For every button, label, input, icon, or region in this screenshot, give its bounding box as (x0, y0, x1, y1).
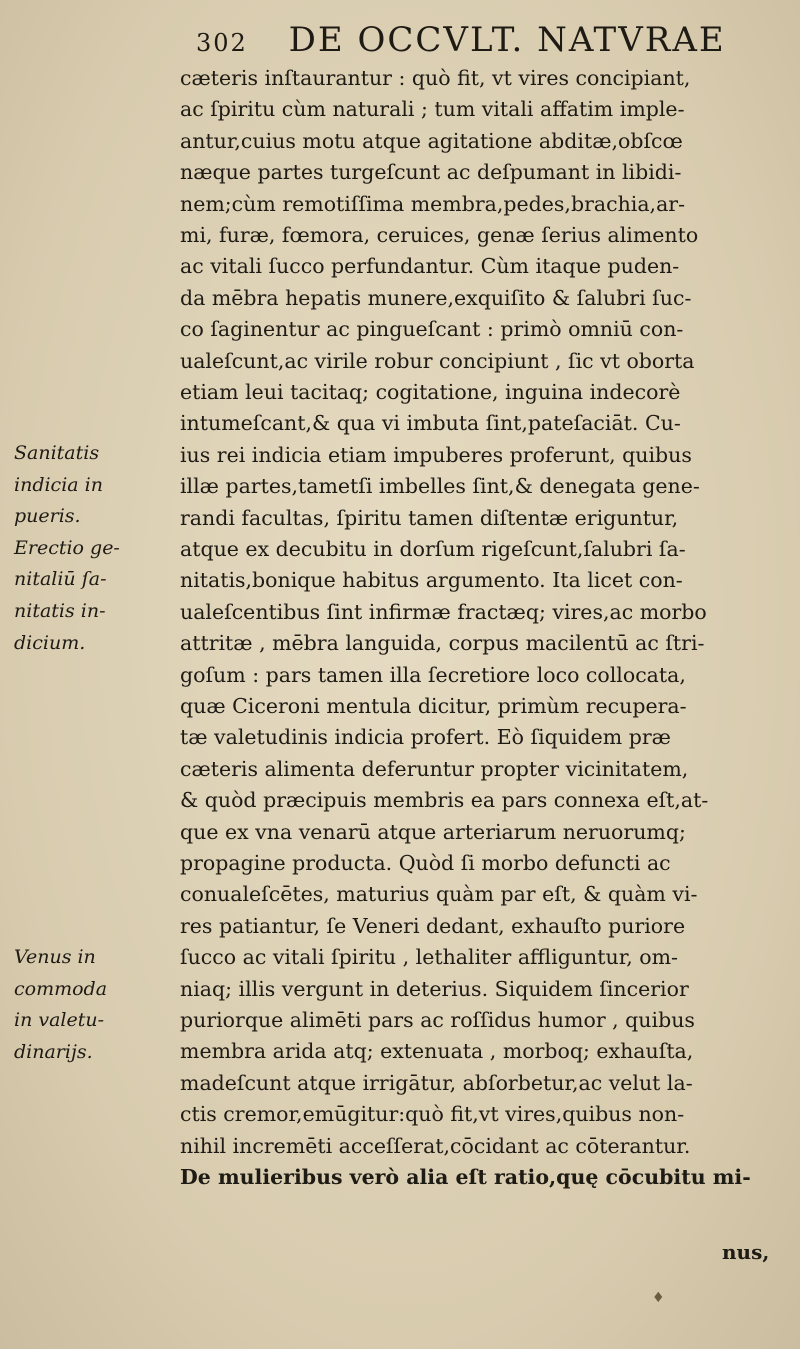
text-line: ſucco ac vitali ſpiritu , lethaliter affliguntur, om- (180, 945, 678, 970)
text-line: res patiantur, ſe Veneri dedant, exhauſto puriore (180, 913, 686, 938)
text-line: da mēbra hepatis munere,exquiſito & ſalubri ſuc- (180, 285, 692, 310)
margin-note-line: nitatis in- (14, 599, 106, 622)
text-line: tæ valetudinis indicia profert. Eò ſiquidem præ (180, 725, 671, 750)
text-line: ualeſcunt,ac virile robur concipiunt , ſic vt oborta (180, 348, 695, 373)
text-line: & quòd præcipuis membris ea pars connexa eſt,at- (180, 788, 709, 813)
text-line: intumeſcant,& qua vi imbuta ſint,pateſaciāt. Cu- (180, 411, 681, 436)
text-line: næque partes turgeſcunt ac deſpumant in libidi- (180, 160, 682, 185)
running-header (196, 20, 726, 60)
margin-note-line: Sanitatis (14, 442, 100, 464)
text-line: illæ partes,tametſi imbelles ſint,& denegata gene- (180, 474, 700, 499)
text-line: madeſcunt atque irrigātur, abſorbetur,ac velut la- (180, 1070, 693, 1095)
text-line: co ſaginentur ac pingueſcant : primò omniū con- (180, 317, 684, 342)
text-line: nem;cùm remotiſſima membra,pedes,brachia,ar- (180, 191, 686, 216)
text-line: mi, furæ, fœmora, ceruices, genæ ſerius alimento (180, 223, 699, 247)
margin-note-line: nitaliū ſa- (14, 568, 107, 591)
margin-note-line: indicia in (14, 473, 103, 496)
text-line: que ex vna venarū atque arteriarum neruorumq; (180, 819, 686, 844)
text-line: atque ex decubitu in dorſum rigeſcunt,ſalubri ſa- (180, 537, 686, 561)
text-line: ualeſcentibus ſint infirmæ fractæq; vires,ac morbo (180, 599, 707, 624)
text-line: ius rei indicia etiam impuberes proferunt, quibus (180, 442, 692, 467)
margin-note-line: Venus in (14, 946, 96, 968)
text-line: cæteris inſtaurantur : quò fit, vt vires concipiant, (180, 66, 691, 90)
text-line: antur,cuius motu atque agitatione abditæ,obſcœ (180, 128, 683, 153)
text-line: goſum : pars tamen illa ſecretiore loco collocata, (180, 662, 686, 687)
text-line: ctis cremor,emūgitur:quò fit,vt vires,quibus non- (180, 1102, 685, 1127)
text-line: De mulieribus verò alia eſt ratio,quę cōcubitu mi- (180, 1165, 751, 1189)
text-line: etiam leui tacitaq; cogitatione, inguina indecorè (180, 380, 681, 404)
text-line: puriorque alimēti pars ac roſſidus humor , quibus (180, 1008, 695, 1032)
text-line: nitatis,bonique habitus argumento. Ita licet con- (180, 568, 683, 593)
catchword: nus, (722, 1240, 770, 1264)
margin-note-sanitatis (14, 438, 184, 659)
text-line: quæ Ciceroni mentula dicitur, primùm recupera- (180, 694, 687, 718)
text-line: ac vitali ſucco perfundantur. Cùm itaque puden- (180, 254, 680, 279)
margin-note-line: Erectio ge- (14, 536, 120, 559)
margin-note-line: commoda (14, 977, 108, 1000)
text-line: randi facultas, ſpiritu tamen diſtentæ eriguntur, (180, 505, 679, 530)
text-line: niaq; illis vergunt in deterius. Siquidem ſincerior (180, 976, 689, 1001)
text-line: ac ſpiritu cùm naturali ; tum vitali affatim imple- (180, 97, 685, 122)
running-title: DE OCCVLT. NATVRAE (288, 20, 726, 60)
text-line: membra arida atq; extenuata , morboq; exhauſta, (180, 1039, 694, 1064)
margin-note-line: dicium. (14, 631, 86, 654)
text-line: attritæ , mēbra languida, corpus macilentū ac ſtri- (180, 631, 705, 656)
page-number: 302 (196, 29, 248, 57)
ink-smudge: ♦ (652, 1290, 665, 1306)
margin-note-line: dinarijs. (14, 1040, 93, 1063)
text-line: conualeſcētes, maturius quàm par eſt, & quàm vi- (180, 882, 698, 907)
margin-note-line: in valetu- (14, 1009, 105, 1032)
text-line: propagine producta. Quòd ſi morbo defuncti ac (180, 851, 671, 875)
margin-note-line: pueris. (14, 505, 81, 528)
text-line: nihil incremēti acceſſerat,cōcidant ac cōterantur. (180, 1133, 691, 1158)
margin-note-venus (14, 942, 184, 1068)
text-line: cæteris alimenta deferuntur propter vicinitatem, (180, 756, 689, 781)
